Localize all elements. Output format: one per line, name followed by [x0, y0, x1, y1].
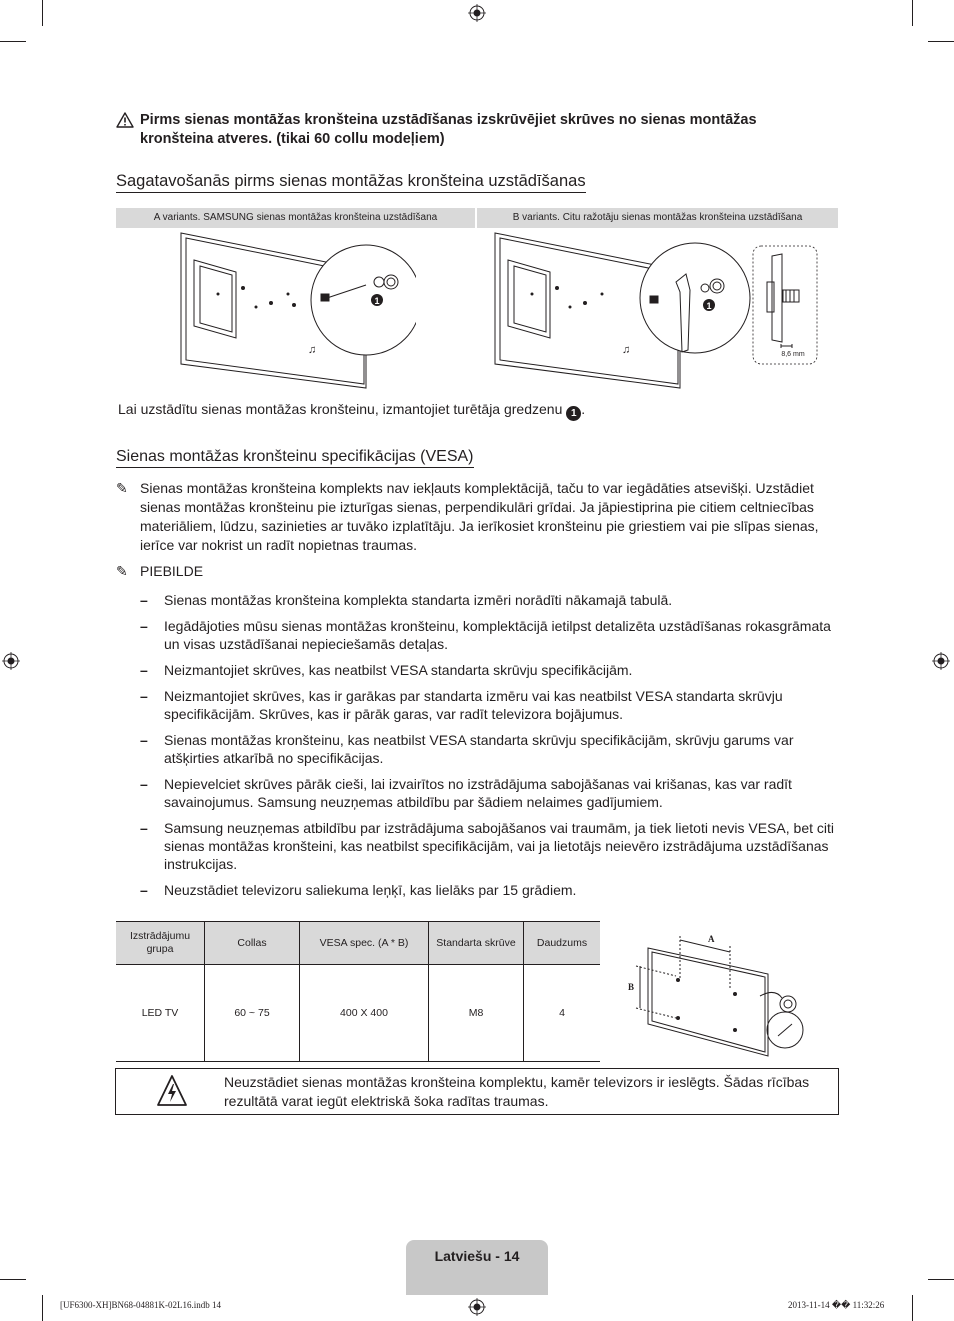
svg-text:♫: ♫: [622, 344, 631, 356]
diagram-variant-b: [490, 230, 830, 392]
note-main-text: Sienas montāžas kronšteina komplekts nav iekļauts komplektācijā, taču to var iegādāties atsevišķi. Uzstādiet sienas montāžas kronšteinu pie izturīgas sienas, perpendikulāri grīdai. Ja jāpiestiprina pie citiem celtniecības materiāliem, lūdzu, sazinieties ar tuvāko izplatītāju. Ja ierīkosiet kronšteinu pie griestiem vai pie slīpas sienas, ierīce var nokrist un radīt nopietnas traumas.: [140, 480, 819, 553]
prep-heading: Sagatavošanās pirms sienas montāžas kronšteina uzstādīšanas: [116, 172, 586, 193]
svg-text:♫: ♫: [308, 344, 317, 356]
ring-note: [118, 400, 585, 421]
caption-variant-b: B variants. Citu ražotāju sienas montāžas kronšteina uzstādīšana: [477, 208, 838, 228]
footer-timestamp: 2013-11-14 �� 11:32:26: [788, 1300, 885, 1310]
list-item: – Neizmantojiet skrūves, kas neatbilst VESA standarta skrūvju specifikācijām.: [140, 662, 633, 678]
table-header-cell: Daudzums: [524, 922, 601, 965]
note-label-text: PIEBILDE: [140, 563, 204, 579]
table-header-cell: VESA spec. (A * B): [300, 922, 429, 965]
top-warning: [116, 111, 806, 149]
registration-mark-icon: [2, 652, 20, 670]
footer-file: [UF6300-XH]BN68-04881K-02L16.indb 14: [60, 1300, 221, 1310]
crop-mark: [42, 1295, 43, 1321]
crop-mark: [42, 0, 43, 26]
table-cell: 400 X 400: [300, 965, 429, 1062]
electric-shock-warning-icon: [156, 1074, 188, 1108]
list-item: – Sienas montāžas kronšteinu, kas neatbilst VESA standarta skrūvju specifikācijām, skrūvju garums var atšķirties atkarībā no specifikācijas.: [140, 732, 794, 766]
list-item: – Neizmantojiet skrūves, kas ir garākas par standarta izmēru vai kas neatbilst VESA standarta skrūvju specifikācijām. Skrūves, kas ir pārāk garas, var radīt televizora bojājumus.: [140, 688, 783, 722]
svg-text:1: 1: [706, 301, 712, 311]
vesa-heading: Sienas montāžas kronšteinu specifikācijas (VESA): [116, 448, 474, 468]
notes-list: [140, 591, 840, 907]
crop-mark: [0, 41, 26, 42]
registration-mark-icon: [932, 652, 950, 670]
warning-triangle-icon: [116, 112, 134, 128]
crop-mark: [928, 1279, 954, 1280]
caption-variant-a: A variants. SAMSUNG sienas montāžas kronšteina uzstādīšana: [116, 208, 475, 228]
ring-note-text: Lai uzstādītu sienas montāžas kronšteinu, izmantojiet turētāja gredzenu: [118, 401, 563, 417]
vesa-diagram: [620, 926, 820, 1061]
table-cell: M8: [429, 965, 524, 1062]
table-cell: 60 ~ 75: [205, 965, 300, 1062]
crop-mark: [0, 1279, 26, 1280]
marker-1-icon: 1: [566, 406, 581, 421]
list-item: – Iegādājoties mūsu sienas montāžas kronšteinu, komplektācijā ietilpst detalizēta uzstādīšanas rokasgrāmata un visas uzstādīšanai nepieciešamās detaļas.: [140, 618, 831, 652]
svg-text:1: 1: [374, 296, 380, 306]
list-item: – Neuzstādiet televizoru saliekuma leņķī, kas lielāks par 15 grādiem.: [140, 882, 577, 898]
table-cell: 4: [524, 965, 601, 1062]
note-pen-icon: ✎: [116, 563, 128, 579]
crop-mark: [928, 41, 954, 42]
page-number-tab: Latviešu - 14: [406, 1240, 548, 1295]
note-label: [116, 562, 838, 581]
table-cell: LED TV: [116, 965, 205, 1062]
list-item: – Samsung neuzņemas atbildību par izstrādājuma sabojāšanos vai traumām, ja tiek lietoti nevis VESA, bet citi sienas montāžas kronšteini, kas neatbilst specifikācijām, vai ja lietotājs neievēro izstrādājuma uzstādīšanas instrukcijas.: [140, 820, 835, 872]
top-warning-text: Pirms sienas montāžas kronšteina uzstādīšanas izskrūvējiet skrūves no sienas montāžas kronšteina atveres. (tikai 60 collu modeļiem): [140, 112, 757, 147]
crop-mark: [912, 0, 913, 26]
ring-note-end: .: [581, 401, 586, 417]
vesa-table: [116, 921, 600, 1062]
note-main: [116, 479, 838, 555]
svg-text:A: A: [708, 934, 715, 944]
table-header-row: [116, 922, 600, 965]
table-row: [116, 965, 600, 1062]
table-header-cell: Izstrādājumu grupa: [116, 922, 205, 965]
caution-box: [115, 1068, 839, 1115]
crop-mark: [912, 1295, 913, 1321]
list-item: – Nepievelciet skrūves pārāk cieši, lai izvairītos no izstrādājuma sabojāšanas vai krišanas, kas var radīt savainojumus. Samsung neuzņemas atbildību par šādiem nelaimes gadījumiem.: [140, 776, 792, 810]
registration-mark-icon: [468, 1298, 486, 1316]
table-header-cell: Collas: [205, 922, 300, 965]
list-item: – Sienas montāžas kronšteina komplekta standarta izmēri norādīti nākamajā tabulā.: [140, 592, 673, 608]
svg-text:8,6 mm: 8,6 mm: [781, 351, 805, 358]
table-header-cell: Standarta skrūve: [429, 922, 524, 965]
diagram-variant-a: [176, 230, 416, 392]
caution-text: Neuzstādiet sienas montāžas kronšteina komplektu, kamēr televizors ir ieslēgts. Šādas rīcības rezultātā varat iegūt elektriskā šoka radītas traumas.: [224, 1074, 810, 1109]
svg-text:B: B: [628, 982, 635, 992]
registration-mark-icon: [468, 4, 486, 22]
note-pen-icon: ✎: [116, 480, 128, 496]
